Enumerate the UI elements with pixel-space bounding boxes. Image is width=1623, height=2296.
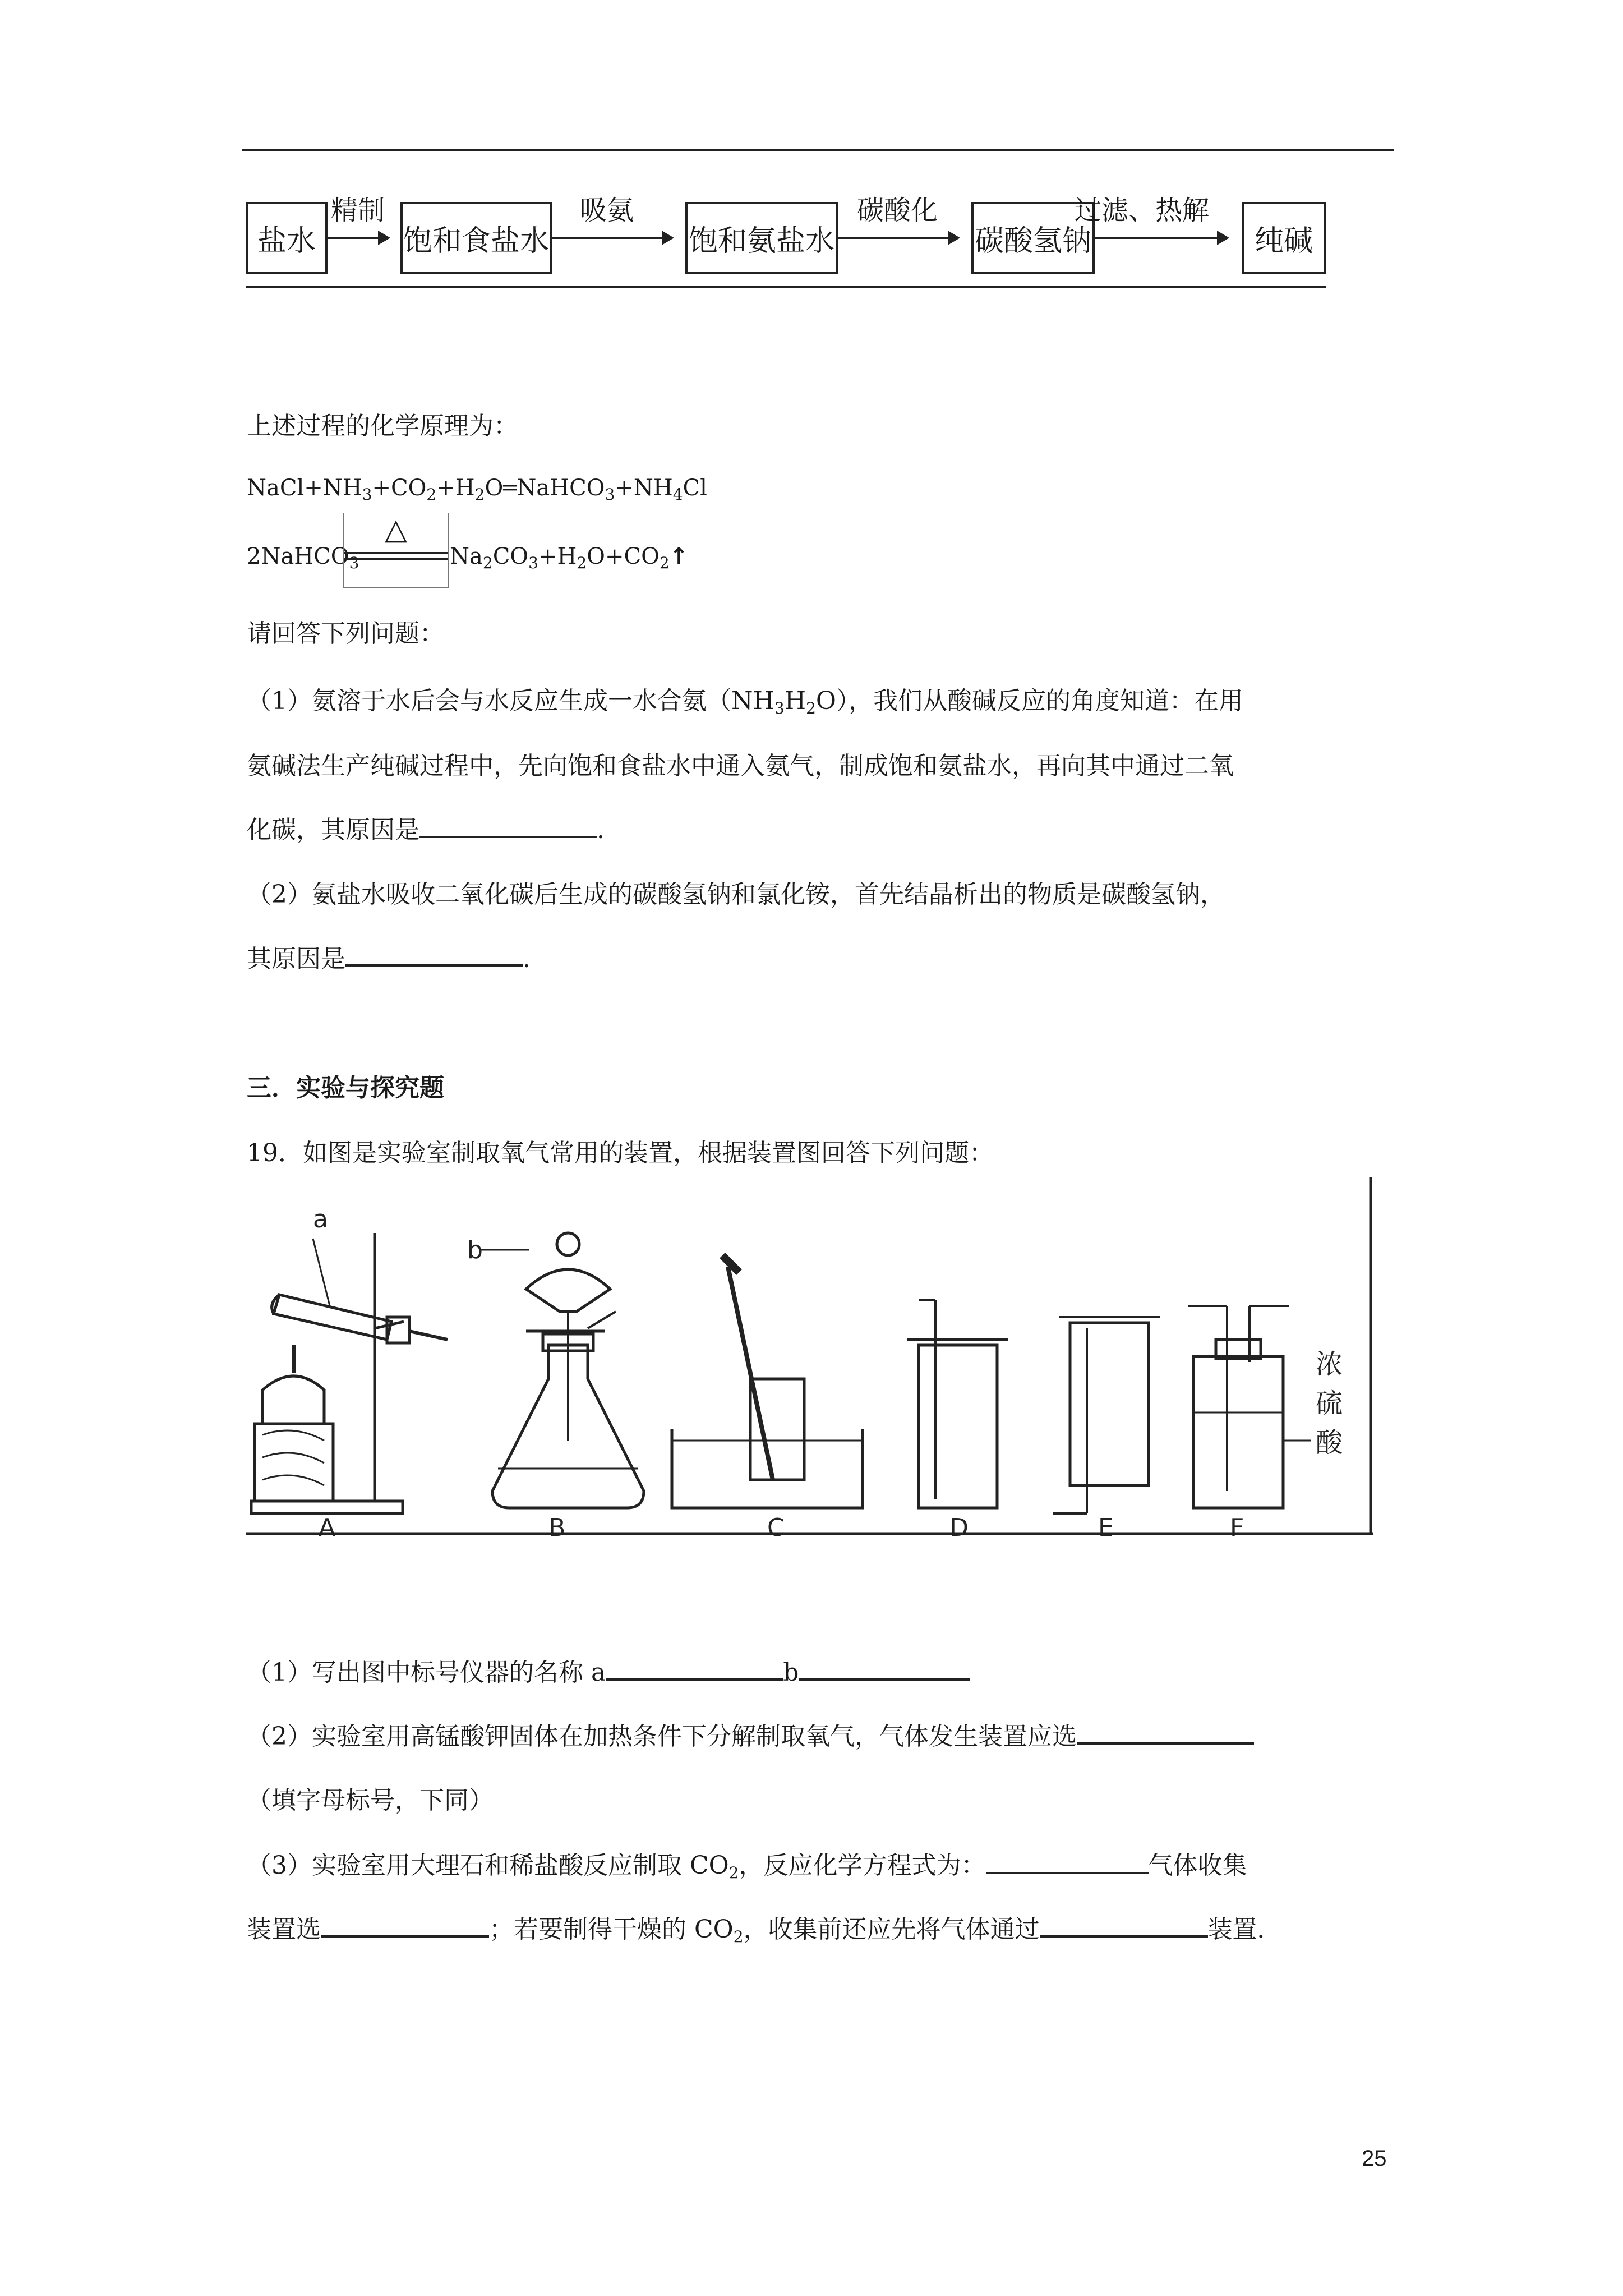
apparatus-a bbox=[251, 1233, 448, 1513]
q19-stem: 19．如图是实验室制取氧气常用的装置，根据装置图回答下列问题： bbox=[247, 1139, 994, 1167]
eq2-text: +H bbox=[538, 544, 577, 569]
flow-label-3: 碳酸化 bbox=[857, 195, 938, 226]
marker-a: a bbox=[313, 1205, 328, 1234]
flow-box-1: 盐水 bbox=[246, 202, 328, 274]
p1-line bbox=[247, 1656, 970, 1690]
flow-label-1: 精制 bbox=[331, 195, 385, 226]
separatory-funnel bbox=[526, 1269, 610, 1312]
q2-period: . bbox=[523, 945, 531, 973]
eq1-sub: 3 bbox=[605, 485, 615, 504]
eq2-line-bottom bbox=[344, 558, 448, 560]
q2-line-1: （2）氨盐水吸收二氧化碳后生成的碳酸氢钠和氯化铵，首先结晶析出的物质是碳酸氢钠， bbox=[247, 880, 1225, 909]
delivery-tube bbox=[409, 1331, 448, 1340]
section-title: 三．实验与探究题 bbox=[247, 1074, 444, 1102]
label-D: D bbox=[949, 1513, 969, 1536]
eq2-arrow-up: ↑ bbox=[669, 544, 689, 569]
p3-line-1 bbox=[247, 1849, 1247, 1890]
flow-bottom-rule bbox=[246, 286, 1326, 288]
apparatus-f bbox=[1188, 1306, 1311, 1508]
header-rule bbox=[242, 149, 1394, 151]
flow-arrow-1 bbox=[328, 237, 388, 239]
eq2-sub: 2 bbox=[482, 554, 493, 572]
eq1-sub: 2 bbox=[474, 485, 485, 504]
heat-triangle: △ bbox=[385, 513, 407, 546]
apparatus-svg bbox=[246, 1177, 1373, 1536]
p3-text: ，反应化学方程式为： bbox=[739, 1851, 986, 1880]
eq1-text: O═NaHCO bbox=[485, 475, 605, 501]
p1-text-b: b bbox=[783, 1658, 799, 1687]
eq2-text: Na bbox=[450, 544, 483, 569]
eq2-lhs bbox=[247, 540, 359, 580]
eq1-text: +CO bbox=[372, 475, 427, 501]
label-E: E bbox=[1098, 1513, 1114, 1536]
q2-text: 其原因是 bbox=[247, 945, 345, 973]
eq2-condition-box bbox=[343, 513, 449, 588]
p3-text: 装置． bbox=[1207, 1915, 1282, 1944]
alcohol-lamp bbox=[262, 1376, 324, 1424]
eq1-sub: 4 bbox=[672, 485, 683, 504]
eq2-rhs bbox=[450, 540, 688, 580]
p3-line-2 bbox=[247, 1913, 1282, 1954]
principle-intro: 上述过程的化学原理为： bbox=[247, 412, 518, 440]
flow-box-4: 碳酸氢钠 bbox=[971, 202, 1095, 274]
apparatus-d bbox=[907, 1300, 1008, 1508]
collection-bottle-c bbox=[750, 1379, 804, 1480]
q1-answer-blank[interactable] bbox=[419, 816, 597, 838]
eq1-sub: 3 bbox=[362, 485, 372, 504]
flow-arrow-4 bbox=[1095, 237, 1227, 239]
p3-equation-blank[interactable] bbox=[986, 1852, 1149, 1874]
q1-line-2: 氨碱法生产纯碱过程中，先向饱和食盐水中通入氨气，制成饱和氨盐水，再向其中通过二氧 bbox=[247, 752, 1234, 780]
p3-text: ；若要制得干燥的 CO bbox=[489, 1915, 734, 1944]
p3-text: 气体收集 bbox=[1148, 1851, 1247, 1880]
wash-bottle-f bbox=[1193, 1356, 1283, 1508]
p3-text: 装置选 bbox=[247, 1915, 321, 1944]
q1-period: . bbox=[597, 816, 605, 844]
p1-text-a: （1）写出图中标号仪器的名称 a bbox=[247, 1658, 606, 1687]
label-F: F bbox=[1230, 1513, 1244, 1536]
flow-box-2: 饱和食盐水 bbox=[400, 202, 552, 274]
reagent-label-2: 硫 bbox=[1316, 1388, 1343, 1419]
p3-sub: 2 bbox=[733, 1927, 744, 1946]
p3-dry-blank[interactable] bbox=[1040, 1915, 1208, 1938]
flow-label-4: 过滤、热解 bbox=[1075, 195, 1210, 226]
q1-text: 化碳，其原因是 bbox=[247, 816, 419, 844]
gas-bottle-d bbox=[919, 1345, 997, 1508]
p3-sub: 2 bbox=[728, 1864, 739, 1882]
q1-text: H bbox=[784, 687, 806, 715]
q1-sub: 3 bbox=[774, 699, 785, 717]
q1-sub: 2 bbox=[806, 699, 816, 717]
eq2-line-top bbox=[344, 552, 448, 554]
stand-base bbox=[251, 1501, 403, 1513]
apparatus-c bbox=[672, 1255, 863, 1508]
eq2-text: O+CO bbox=[587, 544, 660, 569]
q1-line-1 bbox=[247, 684, 1243, 725]
eq1-text: +H bbox=[436, 475, 475, 501]
wood-grain bbox=[262, 1430, 324, 1485]
eq2-sub: 2 bbox=[659, 554, 670, 572]
p2-line-1 bbox=[247, 1720, 1254, 1754]
reagent-label-3: 酸 bbox=[1316, 1427, 1343, 1458]
label-A: A bbox=[319, 1513, 336, 1536]
marker-b: b bbox=[467, 1236, 483, 1264]
flow-arrow-3 bbox=[838, 237, 958, 239]
eq2-sub: 3 bbox=[528, 554, 538, 572]
flow-box-3: 饱和氨盐水 bbox=[685, 202, 838, 274]
lab-apparatus-figure bbox=[246, 1177, 1373, 1536]
flow-label-2: 吸氨 bbox=[580, 195, 634, 226]
p2-answer-blank[interactable] bbox=[1077, 1722, 1254, 1745]
label-C: C bbox=[767, 1513, 785, 1536]
apparatus-b bbox=[481, 1233, 644, 1508]
q1-text: （1）氨溶于水后会与水反应生成一水合氨（NH bbox=[247, 687, 774, 715]
reagent-label-1: 浓 bbox=[1316, 1349, 1343, 1380]
p3-text: ，收集前还应先将气体通过 bbox=[743, 1915, 1040, 1944]
label-B: B bbox=[548, 1513, 566, 1536]
eq1-text: NaCl+NH bbox=[247, 475, 362, 501]
eq2-text: CO bbox=[492, 544, 529, 569]
eq2-sub: 2 bbox=[577, 554, 587, 572]
q2-line-2 bbox=[247, 942, 531, 976]
equation-1 bbox=[247, 471, 707, 512]
apparatus-e bbox=[1053, 1317, 1160, 1513]
flow-arrow-2 bbox=[552, 237, 672, 239]
flow-box-5: 纯碱 bbox=[1242, 202, 1326, 274]
ammonia-soda-flowchart bbox=[246, 190, 1326, 291]
label-a-pointer bbox=[313, 1239, 330, 1306]
please-answer: 请回答下列问题： bbox=[247, 619, 444, 648]
p2-text: （2）实验室用高锰酸钾固体在加热条件下分解制取氧气，气体发生装置应选 bbox=[247, 1722, 1077, 1751]
q2-answer-blank[interactable] bbox=[345, 944, 523, 967]
p3-collect-blank[interactable] bbox=[321, 1915, 489, 1938]
answer-blank-b[interactable] bbox=[799, 1658, 970, 1681]
q1-line-3 bbox=[247, 813, 605, 847]
eq2-text: 2NaHCO bbox=[247, 544, 349, 569]
equation-2 bbox=[247, 510, 695, 589]
b-delivery-tube bbox=[588, 1312, 616, 1328]
p2-line-2: （填字母标号，下同） bbox=[247, 1786, 494, 1815]
gas-bottle-e bbox=[1070, 1323, 1149, 1485]
page-number: 25 bbox=[1362, 2146, 1387, 2171]
eq1-sub: 2 bbox=[426, 485, 437, 504]
q1-text: O），我们从酸碱反应的角度知道：在用 bbox=[815, 687, 1243, 715]
eq1-text: Cl bbox=[683, 475, 707, 501]
eq2-sub: 3 bbox=[349, 554, 359, 572]
eq1-text: +NH bbox=[615, 475, 673, 501]
funnel-stopper bbox=[557, 1233, 579, 1255]
answer-blank-a[interactable] bbox=[606, 1658, 783, 1681]
p3-text: （3）实验室用大理石和稀盐酸反应制取 CO bbox=[247, 1851, 729, 1880]
